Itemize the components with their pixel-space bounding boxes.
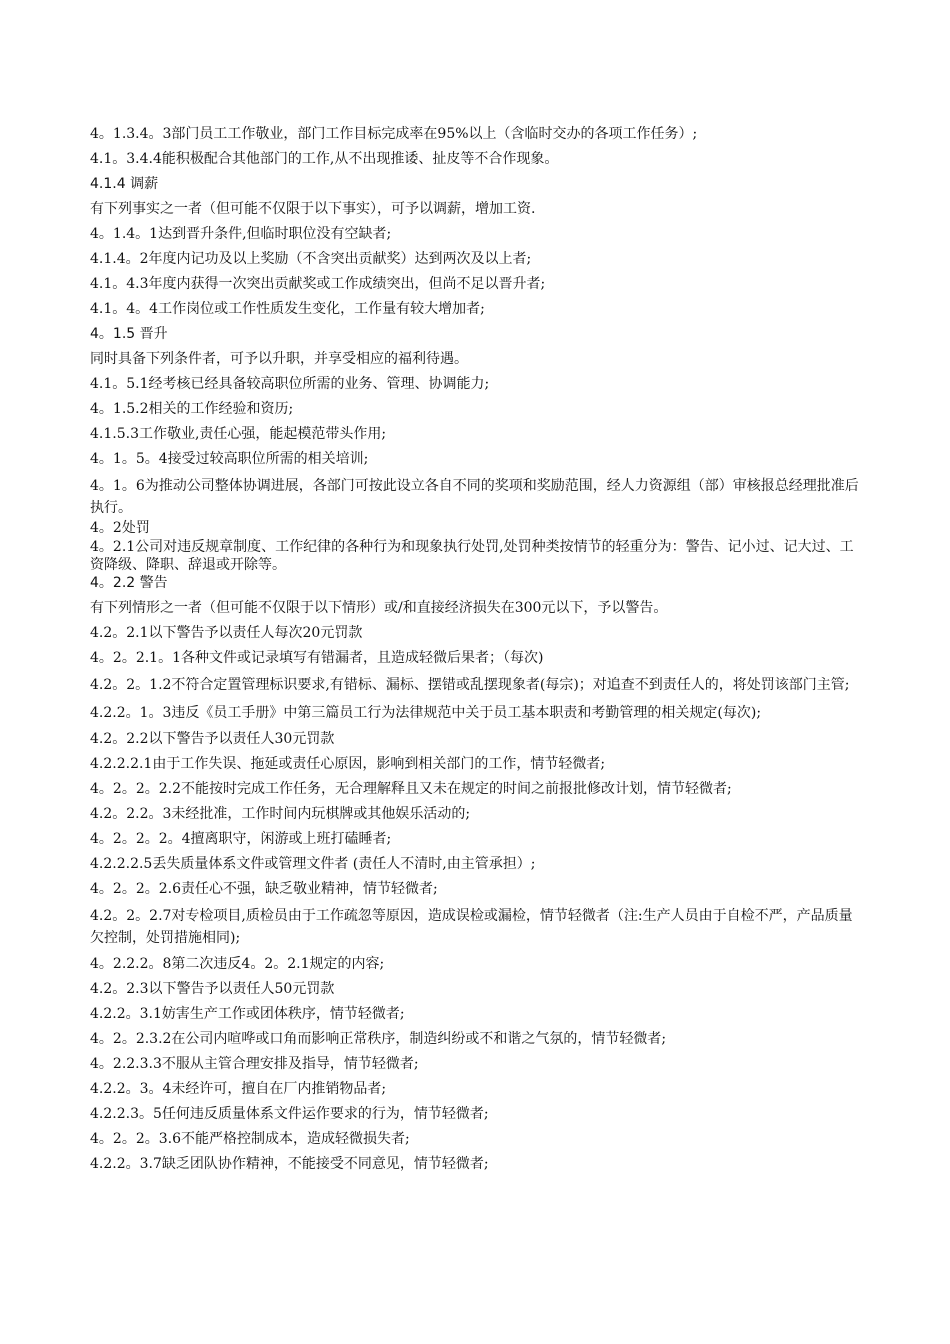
clause-4-2-2-3-5: 4.2.2.3。5任何违反质量体系文件运作要求的行为，情节轻微者; [90,1106,489,1122]
clause-4-2-2-2-1: 4.2.2.2.1由于工作失误、拖延或责任心原因，影响到相关部门的工作，情节轻微者; [90,756,606,772]
intro-salary-adjustment: 有下列事实之一者（但可能不仅限于以下事实），可予以调薪，增加工资. [90,201,536,217]
clause-4-2-2-1-1: 4。2。2.1。1各种文件或记录填写有错漏者，且造成轻微后果者；（每次) [90,650,544,666]
clause-4-2-2-3-7: 4.2.2。3.7缺乏团队协作精神，不能接受不同意见，情节轻微者; [90,1156,489,1172]
clause-4-2-2-3-3: 4。2.2.3.3不服从主管合理安排及指导，情节轻微者; [90,1056,419,1072]
clause-4-1-3-4-3: 4。1.3.4。3部门员工工作敬业，部门工作目标完成率在95%以上（含临时交办的各项工作任务）; [90,126,698,142]
heading-4-1-4: 4.1.4 调薪 [90,176,159,192]
clause-4-2-2-1: 4.2。2.1以下警告予以责任人每次20元罚款 [90,625,363,641]
clause-4-1-5-2: 4。1.5.2相关的工作经验和资历; [90,401,294,417]
clause-4-2-2-2-2: 4。2。2。2.2不能按时完成工作任务，无合理解释且又未在规定的时间之前报批修改计划，情节轻微者; [90,781,732,797]
clause-4-2-2-2-4: 4。2。2。2。4擅离职守，闲游或上班打磕睡者; [90,831,392,847]
clause-4-2-2-1-3: 4.2.2。1。3违反《员工手册》中第三篇员工行为法律规范中关于员工基本职责和考勤管理的相关规定(每次); [90,705,762,721]
clause-4-2-2-2-6: 4。2。2。2.6责任心不强，缺乏敬业精神，情节轻微者; [90,881,438,897]
intro-warning: 有下列情形之一者（但可能不仅限于以下情形）或/和直接经济损失在300元以下，予以警告。 [90,600,668,616]
clause-4-1-4-3: 4.1。4.3年度内获得一次突出贡献奖或工作成绩突出，但尚不足以晋升者; [90,276,546,292]
heading-4-2-2: 4。2.2 警告 [90,575,168,591]
clause-4-2-2-2-8: 4。2.2.2。8第二次违反4。2。2.1规定的内容; [90,956,385,972]
clause-4-2-2-3-1: 4.2.2。3.1妨害生产工作或团体秩序，情节轻微者; [90,1006,405,1022]
clause-4-2-2-3-4: 4.2.2。3。4未经许可，擅自在厂内推销物品者; [90,1081,387,1097]
clause-4-2-2-3: 4.2。2.3以下警告予以责任人50元罚款 [90,981,335,997]
clause-4-1-5-1: 4.1。5.1经考核已经具备较高职位所需的业务、管理、协调能力; [90,376,490,392]
clause-4-2-2-3-2: 4。2。2.3.2在公司内喧哗或口角而影响正常秩序，制造纠纷或不和谐之气氛的，情节轻微者; [90,1031,667,1047]
clause-4-2-2-2: 4.2。2.2以下警告予以责任人30元罚款 [90,731,335,747]
clause-4-2-2-1-2: 4.2。2。1.2不符合定置管理标识要求,有错标、漏标、摆错或乱摆现象者(每宗)；对追查不到责任人的，将处罚该部门主管; [90,677,850,693]
intro-promotion: 同时具备下列条件者，可予以升职，并享受相应的福利待遇。 [90,351,468,367]
clause-4-1-6: 4。1。6为推动公司整体协调进展，各部门可按此设立各自不同的奖项和奖励范围，经人力资源组（部）审核报总经理批准后执行。 [90,478,859,516]
clause-4-2-2-2-3: 4.2。2.2。3未经批准，工作时间内玩棋牌或其他娱乐活动的; [90,806,471,822]
clause-4-2-2-2-5: 4.2.2.2.5丢失质量体系文件或管理文件者 (责任人不清时,由主管承担）; [90,856,536,872]
clause-4-1-5-4: 4。1。5。4接受过较高职位所需的相关培训; [90,451,369,467]
document-body [90,125,865,1180]
clause-4-2-2-2-7: 4.2。2。2.7对专检项目,质检员由于工作疏忽等原因，造成误检或漏检，情节轻微者（注:生产人员由于自检不严，产品质量欠控制，处罚措施相同); [90,908,853,946]
clause-4-1-4-4: 4.1。4。4工作岗位或工作性质发生变化，工作量有较大增加者; [90,301,485,317]
clause-4-2-2-3-6: 4。2。2。3.6不能严格控制成本，造成轻微损失者; [90,1131,410,1147]
heading-4-1-5: 4。1.5 晋升 [90,326,168,342]
clause-4-1-3-4-4: 4.1。3.4.4能积极配合其他部门的工作,从不出现推诿、扯皮等不合作现象。 [90,151,559,167]
clause-4-2-1: 4。2.1公司对违反规章制度、工作纪律的各种行为和现象执行处罚,处罚种类按情节的轻重分为：警告、记小过、记大过、工资降级、降职、辞退或开除等。 [90,539,854,573]
heading-4-2: 4。2处罚 [90,520,150,536]
clause-4-1-5-3: 4.1.5.3工作敬业,责任心强，能起模范带头作用; [90,426,387,442]
clause-4-1-4-2: 4.1.4。2年度内记功及以上奖励（不含突出贡献奖）达到两次及以上者; [90,251,532,267]
clause-4-1-4-1: 4。1.4。1达到晋升条件,但临时职位没有空缺者; [90,226,392,242]
